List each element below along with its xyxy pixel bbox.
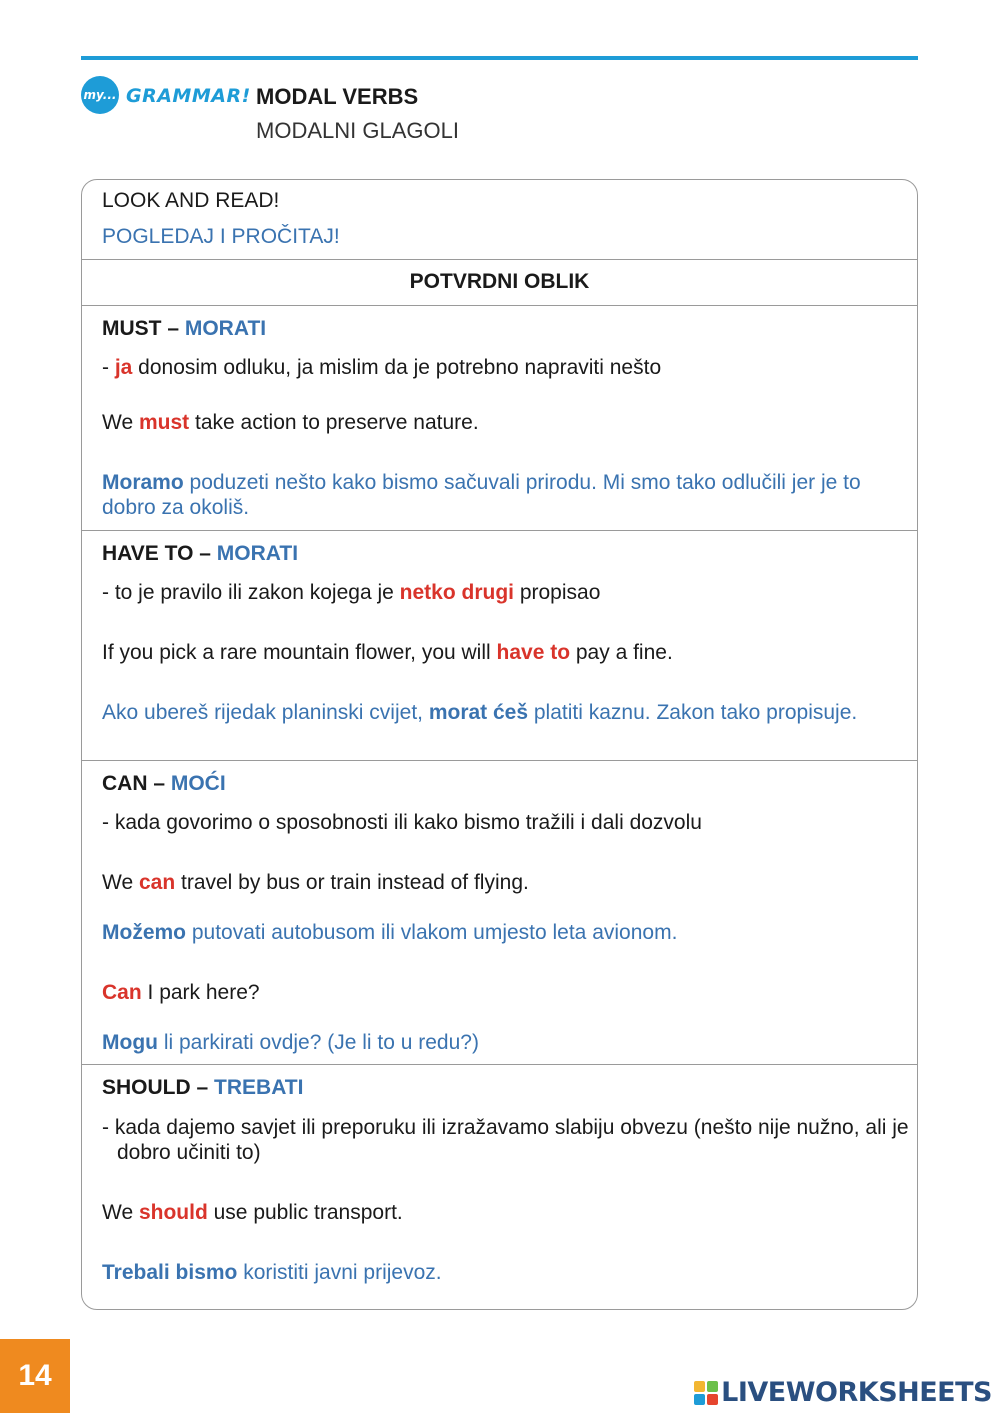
- text: We: [102, 1201, 139, 1224]
- must-title-en: MUST –: [102, 317, 180, 340]
- text: platiti kaznu. Zakon tako propisuje.: [528, 701, 858, 724]
- text: take action to preserve nature.: [189, 411, 479, 434]
- should-example: [102, 1200, 403, 1225]
- highlight: Moramo: [102, 471, 184, 494]
- text: putovati autobusom ili vlakom umjesto leta avionom.: [186, 921, 678, 944]
- liveworksheets-grid-icon: [694, 1381, 718, 1405]
- have-to-title: [102, 541, 298, 566]
- have-to-example: [102, 640, 673, 665]
- liveworksheets-logo[interactable]: [694, 1377, 992, 1408]
- should-title-hr: TREBATI: [214, 1076, 304, 1099]
- intro-line-en: LOOK AND READ!: [102, 189, 280, 212]
- text: If you pick a rare mountain flower, you will: [102, 641, 497, 664]
- can-title: [102, 771, 226, 796]
- text: poduzeti nešto kako bismo sačuvali prirodu. Mi smo tako odlučili jer je to dobro za okoliš.: [102, 471, 861, 519]
- text: li parkirati ovdje? (Je li to u redu?): [157, 1031, 479, 1054]
- highlight: Trebali bismo: [102, 1261, 238, 1284]
- can-translation-2: [102, 1030, 479, 1055]
- text: travel by bus or train instead of flying.: [175, 871, 529, 894]
- must-title: [102, 316, 266, 341]
- highlight: netko drugi: [399, 581, 514, 604]
- must-example: [102, 410, 479, 435]
- can-example-2: [102, 980, 260, 1005]
- text: We: [102, 411, 139, 434]
- should-title-en: SHOULD –: [102, 1076, 209, 1099]
- can-translation-1: [102, 920, 677, 945]
- page-subtitle: MODALNI GLAGOLI: [256, 118, 459, 143]
- highlight: Mogu: [102, 1031, 158, 1054]
- text: koristiti javni prijevoz.: [237, 1261, 442, 1284]
- text: I park here?: [141, 981, 260, 1004]
- should-title: [102, 1075, 303, 1100]
- text: - to je pravilo ili zakon kojega je: [102, 581, 400, 604]
- text: use public transport.: [207, 1201, 403, 1224]
- divider: [82, 305, 917, 306]
- page-number: 14: [0, 1339, 70, 1413]
- logo-word: GRAMMAR!: [126, 85, 251, 107]
- should-translation: [102, 1260, 442, 1285]
- text: donosim odluku, ja mislim da je potrebno napraviti nešto: [132, 356, 662, 379]
- highlight: should: [138, 1201, 208, 1224]
- text: pay a fine.: [570, 641, 673, 664]
- have-to-title-en: HAVE TO –: [102, 542, 211, 565]
- divider: [82, 259, 917, 260]
- intro-line-hr: POGLEDAJ I PROČITAJ!: [102, 225, 340, 248]
- must-translation: [102, 470, 902, 520]
- can-description: - kada govorimo o sposobnosti ili kako bismo tražili i dali dozvolu: [102, 811, 702, 834]
- divider: [82, 530, 917, 531]
- logo-my-text: my...: [83, 88, 117, 102]
- divider: [82, 760, 917, 761]
- divider: [82, 1064, 917, 1065]
- section-title: POTVRDNI OBLIK: [409, 270, 590, 293]
- have-to-description: [102, 580, 600, 605]
- can-title-en: CAN –: [102, 772, 166, 795]
- should-description: - kada dajemo savjet ili preporuku ili izražavamo slabiju obvezu (nešto nije nužno, ali je dobro učiniti to): [102, 1116, 909, 1164]
- top-rule: [81, 56, 918, 60]
- have-to-title-hr: MORATI: [216, 542, 299, 565]
- highlight: Can: [102, 981, 142, 1004]
- highlight: morat ćeš: [428, 701, 529, 724]
- highlight: Možemo: [102, 921, 186, 944]
- highlight: can: [138, 871, 176, 894]
- highlight: have to: [496, 641, 571, 664]
- can-example-1: [102, 870, 529, 895]
- heading: [256, 84, 459, 144]
- page-title: MODAL VERBS: [256, 84, 419, 109]
- must-description: [102, 355, 661, 380]
- logo-circle: [81, 76, 119, 114]
- text: -: [102, 356, 115, 379]
- must-title-hr: MORATI: [184, 317, 267, 340]
- text: Ako ubereš rijedak planinski cvijet,: [102, 701, 429, 724]
- have-to-translation: [102, 700, 902, 725]
- can-title-hr: MOĆI: [170, 772, 226, 795]
- highlight: must: [138, 411, 190, 434]
- text: propisao: [514, 581, 601, 604]
- text: We: [102, 871, 139, 894]
- grammar-card: [81, 179, 918, 1310]
- liveworksheets-wordmark: LIVEWORKSHEETS: [721, 1377, 992, 1408]
- highlight: ja: [114, 356, 133, 379]
